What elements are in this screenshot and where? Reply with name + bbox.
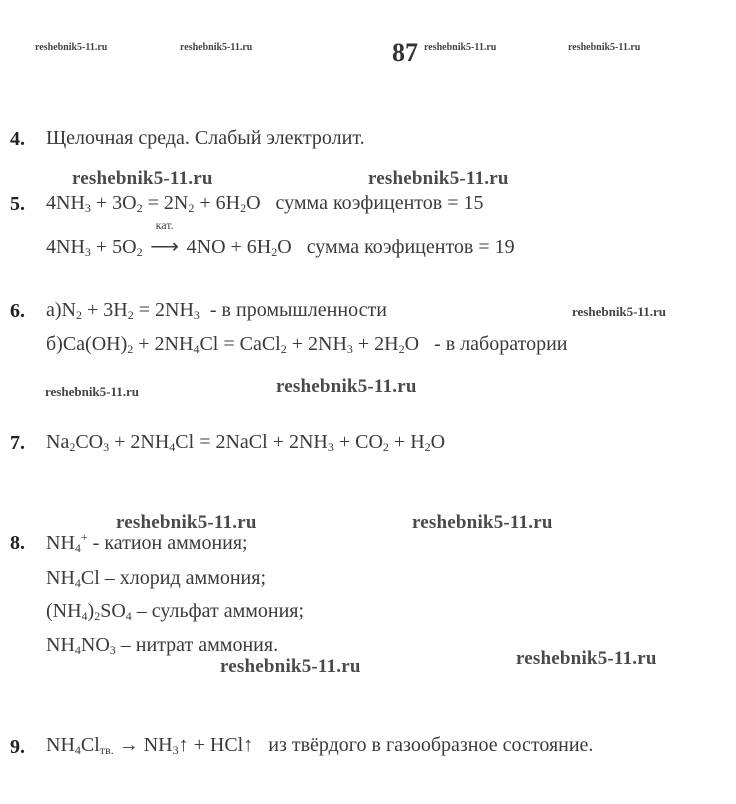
watermark: reshebnik5-11.ru [220,656,361,677]
answer-8-line-1-note: - катион аммония; [87,532,248,554]
answer-8-line-2: $NH_4Cl$ – хлорид аммония; [46,567,267,590]
answer-8-line-2-note: – хлорид аммония; [99,567,267,589]
answer-9-note: из твёрдого в газообразное состояние. [268,734,594,756]
item-number-8: 8. [10,532,25,554]
watermark: reshebnik5-11.ru [412,512,553,533]
item-number-9: 9. [10,736,25,758]
watermark: reshebnik5-11.ru [276,376,417,397]
catalyst-label: кат. [155,218,174,232]
answer-4: Щелочная среда. Слабый электролит. [46,127,365,149]
answer-6-line-2-note: - в лаборатории [434,333,568,355]
watermark: reshebnik5-11.ru [180,42,253,53]
answer-6-line-1: $а)N_2 + 3H_2 = 2NH_3 - в$ промышленности [46,299,387,322]
answer-5-line-1-note: сумма коэфицентов = 15 [275,192,484,214]
watermark: reshebnik5-11.ru [424,42,497,53]
item-number-7: 7. [10,432,25,454]
watermark: reshebnik5-11.ru [568,42,641,53]
item-number-6: 6. [10,300,25,322]
item-number-5: 5. [10,193,25,215]
answer-5-line-2: $4NH_3 + 5O_2$ кат. ⟶ $4NO + 6H_2O$ сумма коэфицентов = 19 [46,218,515,259]
answer-8-line-4-note: – нитрат аммония. [115,634,279,656]
answer-8-line-1: $NH_4^+$ - катион аммония; [46,530,248,555]
watermark: reshebnik5-11.ru [368,168,509,189]
watermark: reshebnik5-11.ru [116,512,257,533]
answer-7: $Na_2CO_3 + 2NH_4Cl$ = 2NaCl + $2NH_3 + CO_2 + H_2O$ [46,431,446,454]
item-number-4: 4. [10,128,25,150]
answer-8-line-3: $(NH_4)_2SO_4$ – сульфат аммония; [46,600,305,623]
answer-5-line-1: $4NH_3 + 3O_2 = 2N_2 + 6H_2O$ сумма коэфицентов = 15 [46,192,484,215]
watermark: reshebnik5-11.ru [35,42,108,53]
page-number: 87 [392,38,418,67]
watermark: reshebnik5-11.ru [572,304,667,319]
answer-9: $NH_4Cl_{тв.}$ → $NH_3↑$ + HCl↑ из твёрдого в газообразное состояние. [46,734,594,757]
watermark: reshebnik5-11.ru [45,384,140,399]
watermark: reshebnik5-11.ru [516,648,657,669]
watermark: reshebnik5-11.ru [72,168,213,189]
answer-6-line-2: $б)Ca(OH)_2 + 2NH_4Cl$ = CaCl$_2$ + $2NH_3 + 2H_2O - в$ лаборатории [46,333,568,356]
answer-6-line-1-note: - в промышленности [209,299,387,321]
answer-8-line-3-note: – сульфат аммония; [131,600,305,622]
answer-5-line-2-note: сумма коэфицентов = 19 [306,236,515,258]
catalyst-arrow: кат. ⟶ [148,234,182,259]
answer-8-line-4: $NH_4NO_3$ – нитрат аммония. [46,634,279,657]
